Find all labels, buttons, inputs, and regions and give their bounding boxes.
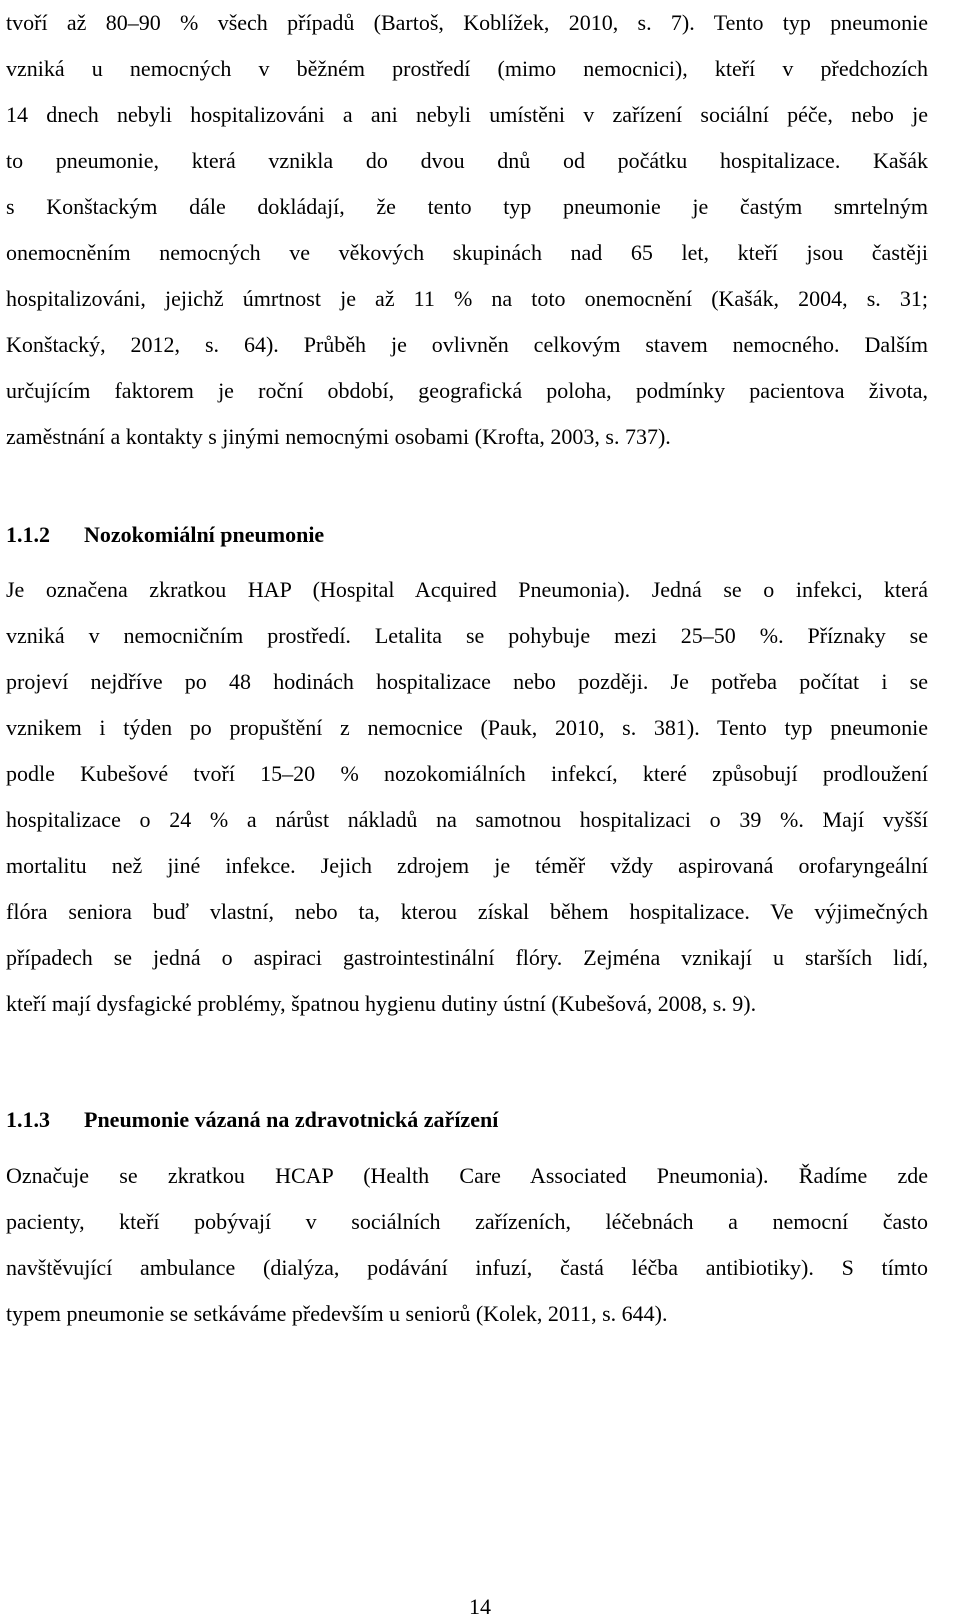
text-line: podle Kubešové tvoří 15–20 % nozokomiálních infekcí, které způsobují prodloužení bbox=[6, 761, 928, 786]
section-number: 1.1.3 bbox=[6, 1107, 50, 1132]
text-line: vznikem i týden po propuštění z nemocnice (Pauk, 2010, s. 381). Tento typ pneumonie bbox=[6, 715, 928, 740]
paragraph-intro bbox=[6, 0, 928, 460]
text-line: Je označena zkratkou HAP (Hospital Acquired Pneumonia). Jedná se o infekci, která bbox=[6, 577, 928, 602]
text-line: hospitalizace o 24 % a nárůst nákladů na samotnou hospitalizaci o 39 %. Mají vyšší bbox=[6, 807, 928, 832]
text-line: flóra seniora buď vlastní, nebo ta, kterou získal během hospitalizace. Ve výjimečných bbox=[6, 899, 928, 924]
text-line: hospitalizováni, jejichž úmrtnost je až 11 % na toto onemocnění (Kašák, 2004, s. 31; bbox=[6, 286, 928, 311]
text-line: mortalitu než jiné infekce. Jejich zdrojem je téměř vždy aspirovaná orofaryngeální bbox=[6, 853, 928, 878]
text-line: navštěvující ambulance (dialýza, podávání infuzí, častá léčba antibiotiky). S tímto bbox=[6, 1255, 928, 1280]
text-line: onemocněním nemocných ve věkových skupinách nad 65 let, kteří jsou častěji bbox=[6, 240, 928, 265]
text-line: případech se jedná o aspiraci gastrointestinální flóry. Zejména vznikají u starších lidí, bbox=[6, 945, 928, 970]
page-number: 14 bbox=[469, 1594, 491, 1619]
text-line: 14 dnech nebyli hospitalizováni a ani nebyli umístěni v zařízení sociální péče, nebo je bbox=[6, 102, 928, 127]
text-line: s Konštackým dále dokládají, že tento typ pneumonie je častým smrtelným bbox=[6, 194, 928, 219]
section-title: Nozokomiální pneumonie bbox=[84, 522, 325, 547]
text-line: pacienty, kteří pobývají v sociálních zařízeních, léčebnách a nemocní často bbox=[6, 1209, 928, 1234]
section-heading-hcap bbox=[6, 1107, 498, 1133]
text-line: projeví nejdříve po 48 hodinách hospitalizace nebo později. Je potřeba počítat i se bbox=[6, 669, 928, 694]
section-number: 1.1.2 bbox=[6, 522, 50, 547]
paragraph-hcap bbox=[6, 1153, 928, 1337]
text-line: vzniká v nemocničním prostředí. Letalita se pohybuje mezi 25–50 %. Příznaky se bbox=[6, 623, 928, 648]
text-line: kteří mají dysfagické problémy, špatnou hygienu dutiny ústní (Kubešová, 2008, s. 9). bbox=[6, 991, 757, 1016]
text-line: tvoří až 80–90 % všech případů (Bartoš, Koblížek, 2010, s. 7). Tento typ pneumonie bbox=[6, 10, 928, 35]
text-line: Označuje se zkratkou HCAP (Health Care Associated Pneumonia). Řadíme zde bbox=[6, 1163, 928, 1188]
paragraph-nozokomialni bbox=[6, 567, 928, 1027]
text-line: Konštacký, 2012, s. 64). Průběh je ovlivněn celkovým stavem nemocného. Dalším bbox=[6, 332, 928, 357]
text-line: vzniká u nemocných v běžném prostředí (mimo nemocnici), kteří v předchozích bbox=[6, 56, 928, 81]
text-line: to pneumonie, která vznikla do dvou dnů od počátku hospitalizace. Kašák bbox=[6, 148, 928, 173]
section-title: Pneumonie vázaná na zdravotnická zařízení bbox=[84, 1107, 499, 1132]
section-heading-nozokomialni bbox=[6, 522, 324, 548]
text-line: zaměstnání a kontakty s jinými nemocnými osobami (Krofta, 2003, s. 737). bbox=[6, 424, 671, 449]
text-line: typem pneumonie se setkáváme především u seniorů (Kolek, 2011, s. 644). bbox=[6, 1301, 668, 1326]
text-line: určujícím faktorem je roční období, geografická poloha, podmínky pacientova života, bbox=[6, 378, 928, 403]
